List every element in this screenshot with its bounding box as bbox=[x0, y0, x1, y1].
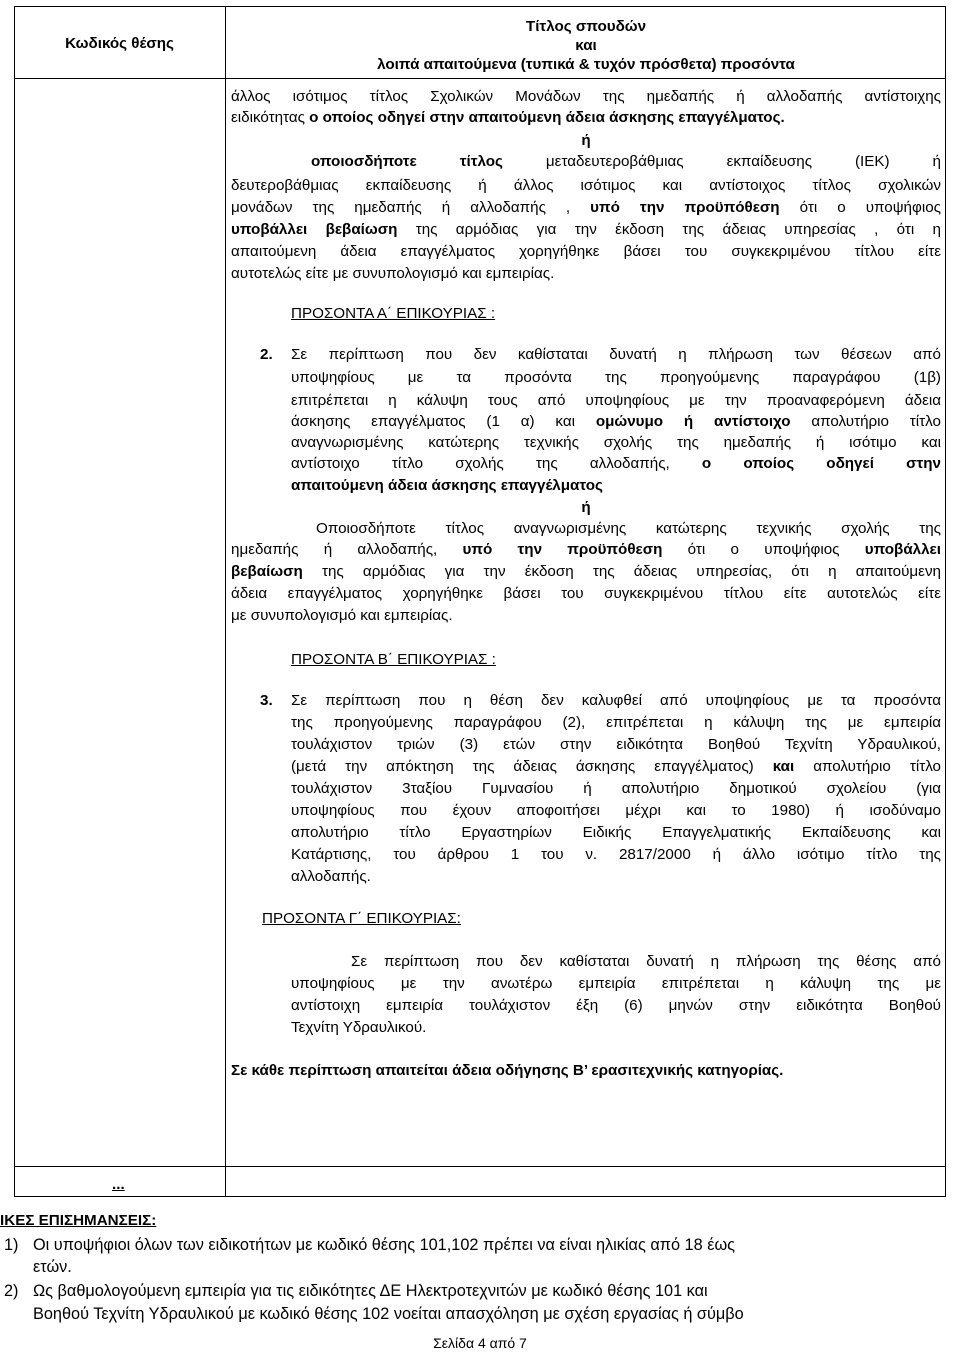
section-c-heading: ΠΡΟΣΟΝΤΑ Γ΄ ΕΠΙΚΟΥΡΙΑΣ: bbox=[262, 910, 461, 927]
p1-line: ειδικότητας ο οποίος οδηγεί στην απαιτούμενη άδεια άσκησης επαγγέλματος. bbox=[231, 109, 785, 126]
sec-a-line: βεβαίωση της αρμόδιας για την έκδοση της άδειας υπηρεσίας, ότι η απαιτούμενη bbox=[231, 563, 941, 580]
p1-line: υποβάλλει βεβαίωση της αρμόδιας για την έκδοση της άδειας υπηρεσίας , ότι η bbox=[231, 221, 941, 238]
header-title-line-1: Τίτλος σπουδών bbox=[525, 18, 647, 35]
sec-c-line: Σε περίπτωση που δεν καθίσταται δυνατή η πλήρωση της θέσης από bbox=[351, 953, 941, 970]
sec-a-line: Οποιοσδήποτε τίτλος αναγνωρισμένης κατώτερης τεχνικής σχολής της bbox=[316, 520, 941, 537]
table-row-divider bbox=[14, 1166, 946, 1167]
sec-a-line: απαιτούμενη άδεια άσκησης επαγγέλματος bbox=[291, 477, 603, 494]
header-title-line-2: και bbox=[575, 37, 597, 54]
sec-c-line: αντίστοιχη εμπειρία τουλάχιστον έξη (6) μηνών στην ειδικότητα Βοηθού bbox=[291, 997, 941, 1014]
sec-a-line: άδεια επαγγέλματος χορηγήθηκε βάσει του συγκεκριμένου τίτλου είτε αυτοτελώς είτε bbox=[231, 585, 941, 602]
sec-b-line: της προηγούμενης παραγράφου (2), επιτρέπεται η κάλυψη της με εμπειρία bbox=[291, 714, 941, 731]
sec-b-line: αλλοδαπής. bbox=[291, 868, 371, 885]
table-border-top bbox=[14, 6, 946, 7]
notes-heading: ΙΚΕΣ ΕΠΙΣΗΜΑΝΣΕΙΣ: bbox=[0, 1212, 157, 1229]
sec-c-line: Τεχνίτη Υδραυλικού. bbox=[291, 1019, 427, 1036]
sec-b-line: τουλάχιστον τριών (3) ετών στην ειδικότητα Βοηθού Τεχνίτη Υδραυλικού, bbox=[291, 736, 941, 753]
section-b-number: 3. bbox=[260, 692, 273, 709]
p1-line: απαιτούμενη άδεια επαγγέλματος χορηγήθηκε βάσει του συγκεκριμένου τίτλου είτε bbox=[231, 243, 941, 260]
sec-a-line: ημεδαπής ή αλλοδαπής, υπό την προϋπόθεση ότι ο υποψήφιος υποβάλλει bbox=[231, 541, 941, 558]
sec-b-line: Σε περίπτωση που η θέση δεν καλυφθεί από υποψηφίους με τα προσόντα bbox=[291, 692, 941, 709]
p1-or: ή bbox=[581, 132, 591, 149]
table-border-left bbox=[14, 6, 15, 1197]
p1-line: αυτοτελώς είτε με συνυπολογισμό και εμπειρίας. bbox=[231, 265, 555, 282]
section-a-heading: ΠΡΟΣΟΝΤΑ Α΄ ΕΠΙΚΟΥΡΙΑΣ : bbox=[291, 305, 496, 322]
header-code-cell: Κωδικός θέσης bbox=[65, 35, 174, 52]
p1-line: μονάδων της ημεδαπής ή αλλοδαπής , υπό την προϋπόθεση ότι ο υποψήφιος bbox=[231, 199, 941, 216]
sec-b-line: υποψηφίους που έχουν αποφοιτήσει μέχρι και το 1980) ή ισοδύναμο bbox=[291, 802, 941, 819]
sec-a-line: υποψηφίους με τα προσόντα της προηγούμενης παραγράφου (1β) bbox=[291, 369, 941, 386]
sec-a-line: επιτρέπεται η κάλυψη τους από υποψηφίους με την προαναφερόμενη άδεια bbox=[291, 392, 941, 409]
section-b-heading: ΠΡΟΣΟΝΤΑ Β΄ ΕΠΙΚΟΥΡΙΑΣ : bbox=[291, 651, 496, 668]
note-1-number: 1) bbox=[4, 1236, 19, 1254]
p1-line: δευτεροβάθμιας εκπαίδευσης ή άλλος ισότιμος και αντίστοιχος τίτλος σχολικών bbox=[231, 177, 941, 194]
note-1-line: ετών. bbox=[33, 1258, 72, 1276]
sec-b-line: τουλάχιστον 3ταξίου Γυμνασίου ή απολυτήριο δημοτικού σχολείου (για bbox=[291, 780, 941, 797]
sec-b-line: (μετά την απόκτηση της άδειας άσκησης επαγγέλματος) και απολυτήριο τίτλο bbox=[291, 758, 942, 775]
sec-a-or: ή bbox=[581, 499, 591, 516]
table-border-middle bbox=[225, 6, 226, 1197]
license-note: Σε κάθε περίπτωση απαιτείται άδεια οδήγησης Β’ ερασιτεχνικής κατηγορίας. bbox=[231, 1062, 784, 1079]
section-a-number: 2. bbox=[260, 346, 273, 363]
sec-c-line: υποψηφίους με την ανωτέρω εμπειρία επιτρέπεται η κάλυψη της με bbox=[291, 975, 941, 992]
table-header-divider bbox=[14, 78, 946, 79]
table-border-right bbox=[945, 6, 946, 1197]
sec-a-line: άσκησης επαγγέλματος (1 α) και ομώνυμο ή αντίστοιχο απολυτήριο τίτλο bbox=[291, 413, 941, 430]
p1-line: άλλος ισότιμος τίτλος Σχολικών Μονάδων της ημεδαπής ή αλλοδαπής αντίστοιχης bbox=[231, 88, 941, 105]
sec-a-line: Σε περίπτωση που δεν καθίσταται δυνατή η πλήρωση των θέσεων από bbox=[291, 346, 941, 363]
table-border-bottom bbox=[14, 1196, 946, 1197]
row-ellipsis: ... bbox=[112, 1176, 125, 1193]
sec-a-line: αντίστοιχο τίτλο σχολής της αλλοδαπής, ο οποίος οδηγεί στην bbox=[291, 455, 941, 472]
p1-line: οποιοσδήποτε τίτλος μεταδευτεροβάθμιας εκπαίδευσης (ΙΕΚ) ή bbox=[311, 153, 942, 170]
page-number: Σελίδα 4 από 7 bbox=[433, 1335, 527, 1351]
note-2-number: 2) bbox=[4, 1282, 19, 1300]
sec-b-line: απολυτήριο τίτλο Εργαστηρίων Ειδικής Επαγγελματικής Εκπαίδευσης και bbox=[291, 824, 941, 841]
note-2-line: Ως βαθμολογούμενη εμπειρία για τις ειδικότητες ΔΕ Ηλεκτροτεχνιτών με κωδικό θέσης 101 και bbox=[33, 1282, 708, 1300]
sec-b-line: Κατάρτισης, του άρθρου 1 του ν. 2817/2000 ή άλλο ισότιμο τίτλο της bbox=[291, 846, 941, 863]
header-title-line-3: λοιπά απαιτούμενα (τυπικά & τυχόν πρόσθετα) προσόντα bbox=[377, 56, 795, 73]
note-1-line: Οι υποψήφιοι όλων των ειδικοτήτων με κωδικό θέσης 101,102 πρέπει να είναι ηλικίας από 18 έως bbox=[33, 1236, 736, 1254]
sec-a-line: με συνυπολογισμό και εμπειρίας. bbox=[231, 607, 453, 624]
sec-a-line: αναγνωρισμένης κατώτερης τεχνικής σχολής της ημεδαπής ή ισότιμο και bbox=[291, 434, 941, 451]
note-2-line: Βοηθού Τεχνίτη Υδραυλικού με κωδικό θέσης 102 νοείται απασχόληση με σχέση εργασίας ή σύμβο bbox=[33, 1305, 744, 1323]
